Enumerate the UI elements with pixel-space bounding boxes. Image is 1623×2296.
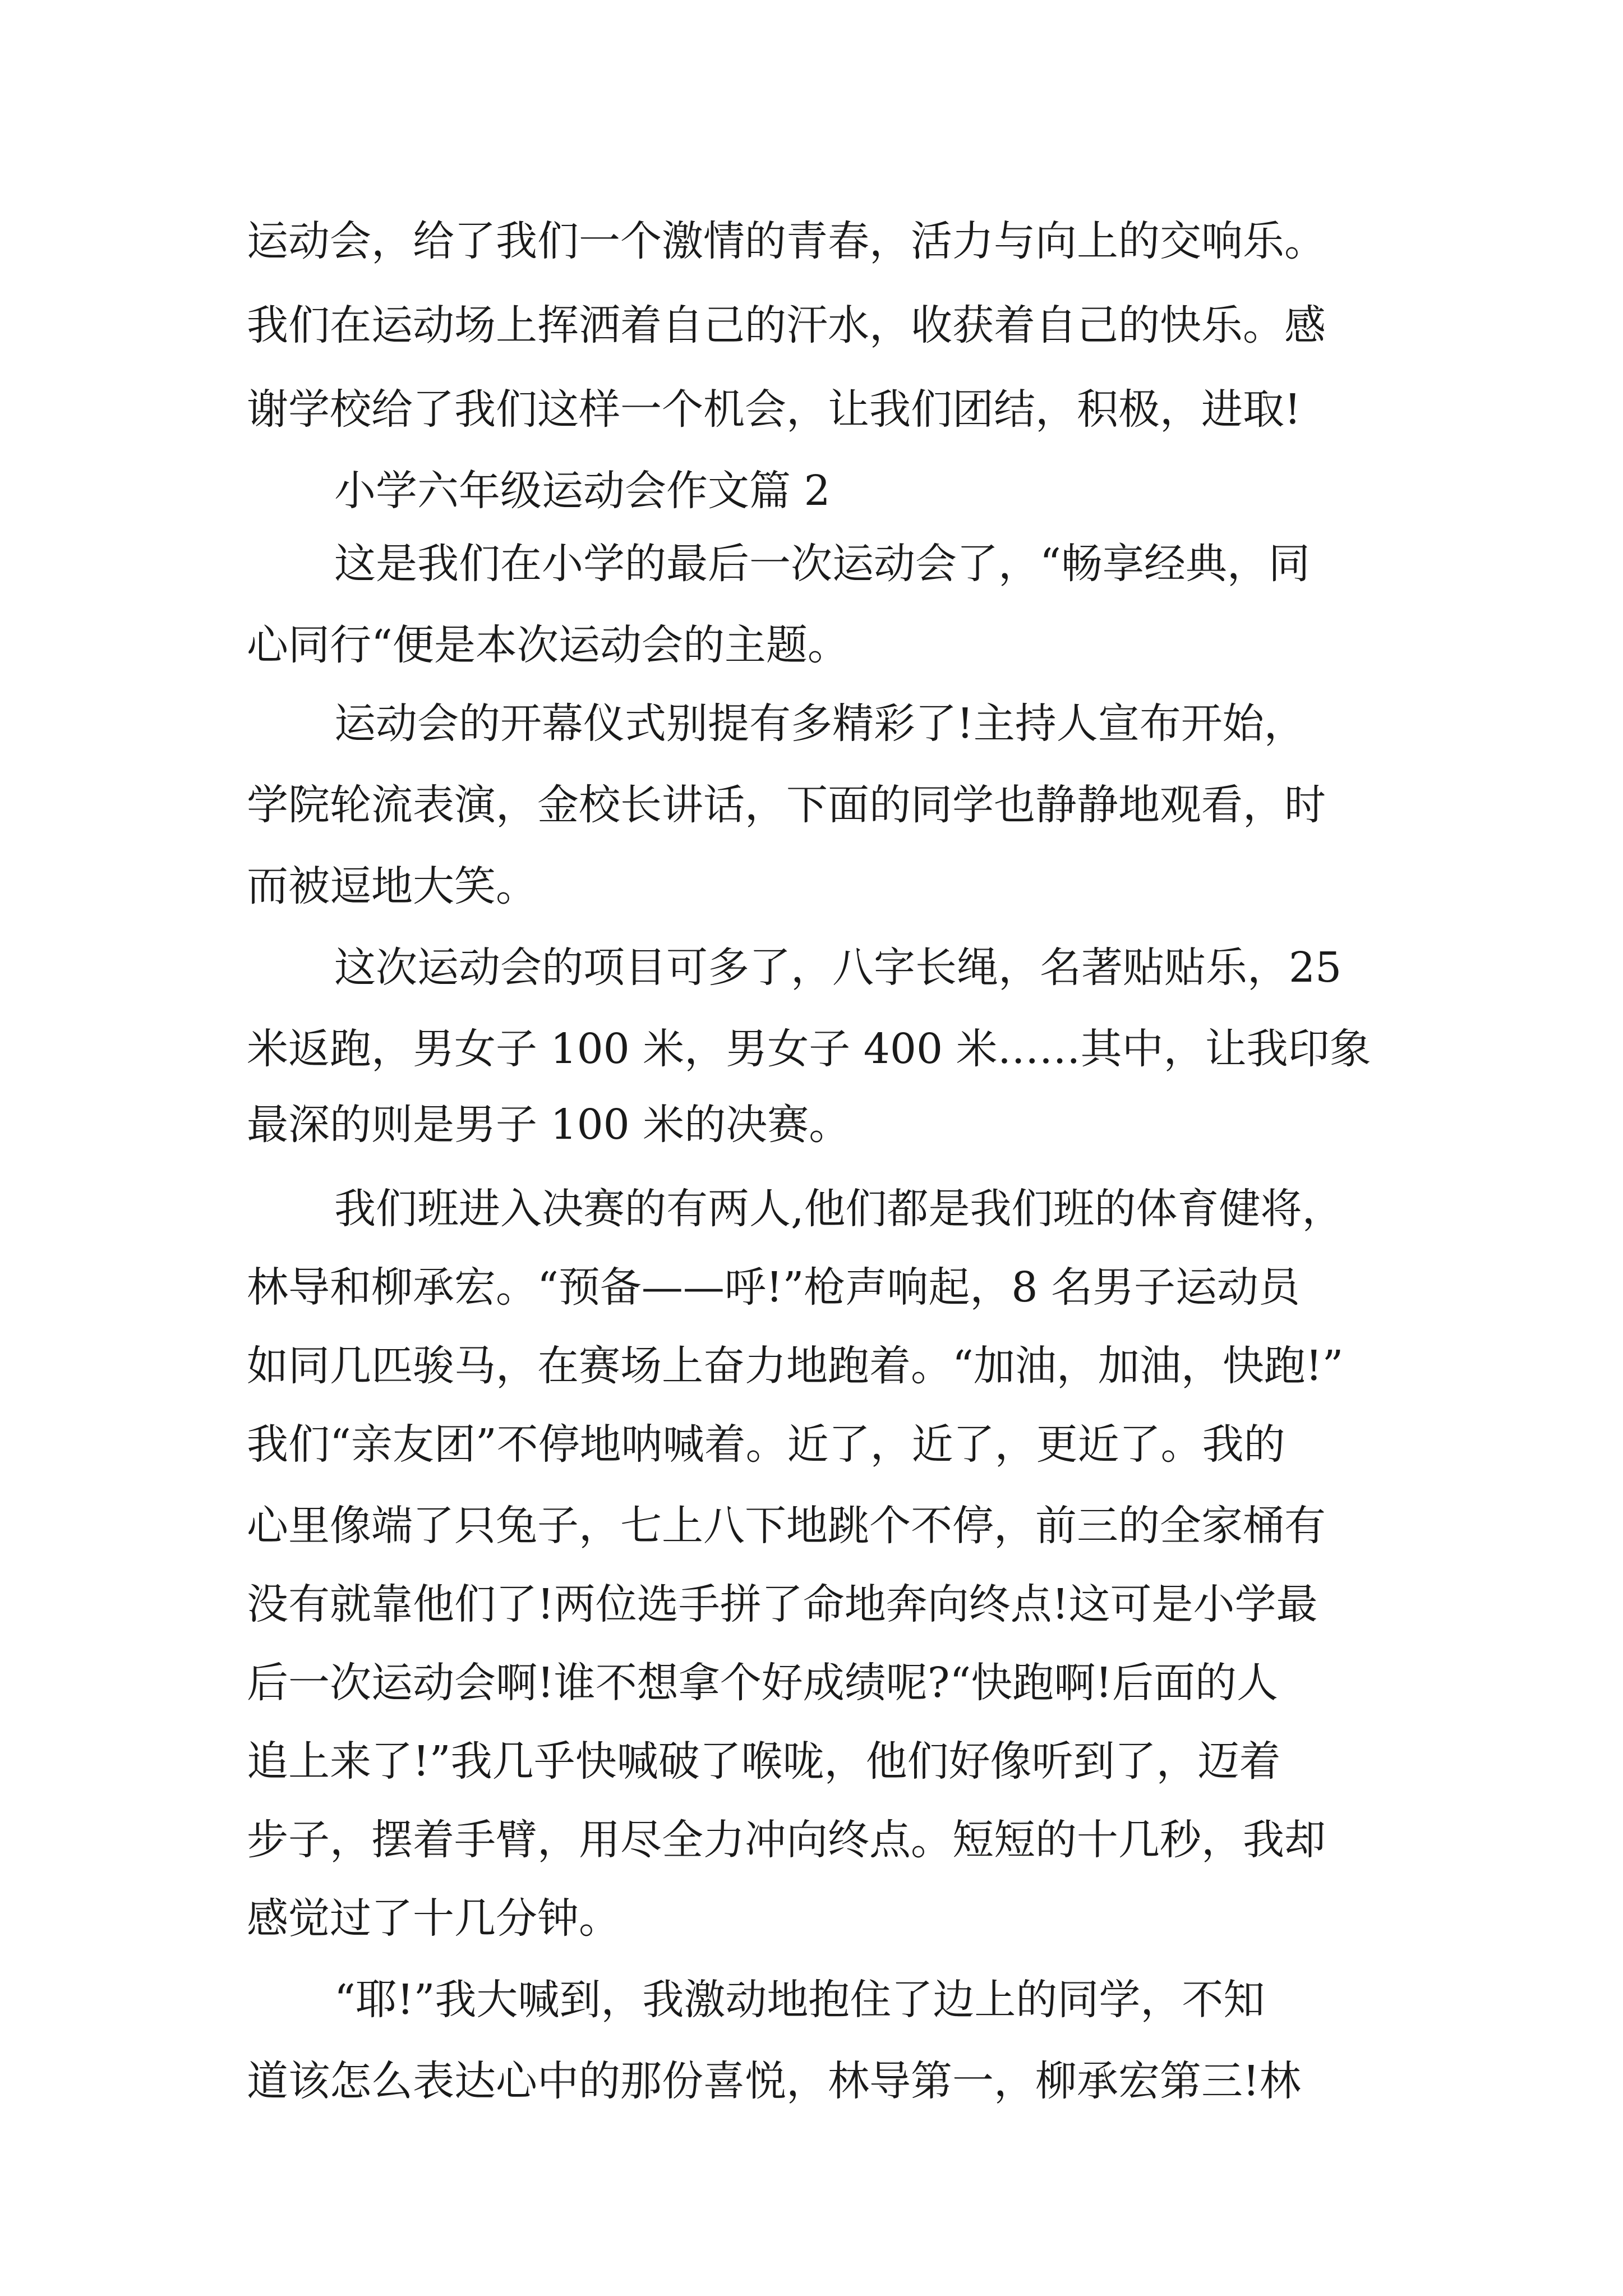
text-line-8: 学院轮流表演，金校长讲话，下面的同学也静静地观看，时 xyxy=(247,781,1326,829)
section-heading: 小学六年级运动会作文篇 2 xyxy=(334,467,831,515)
text-line-22: 感觉过了十几分钟。 xyxy=(247,1894,620,1943)
text-line-9: 而被逗地大笑。 xyxy=(247,862,537,910)
text-line-10: 这次运动会的项目可多了，八字长绳，名著贴贴乐，25 xyxy=(334,944,1342,992)
text-line-14: 林导和柳承宏。“预备——呼!”枪声响起，8 名男子运动员 xyxy=(247,1263,1301,1312)
text-line-13: 我们班进入决赛的有两人,他们都是我们班的体育健将， xyxy=(334,1185,1344,1233)
text-line-1: 运动会，给了我们一个激情的青春，活力与向上的交响乐。 xyxy=(247,217,1326,265)
text-line-20: 追上来了!”我几乎快喊破了喉咙，他们好像听到了，迈着 xyxy=(247,1737,1281,1786)
text-line-6: 心同行“便是本次运动会的主题。 xyxy=(247,621,849,669)
text-line-11: 米返跑，男女子 100 米，男女子 400 米……其中，让我印象 xyxy=(247,1025,1371,1073)
text-line-7: 运动会的开幕仪式别提有多精彩了!主持人宣布开始， xyxy=(334,700,1306,748)
text-line-18: 没有就靠他们了!两位选手拼了命地奔向终点!这可是小学最 xyxy=(247,1580,1318,1628)
text-line-17: 心里像端了只兔子，七上八下地跳个不停，前三的全家桶有 xyxy=(247,1502,1326,1550)
text-line-16: 我们“亲友团”不停地呐喊着。近了，近了，更近了。我的 xyxy=(247,1420,1285,1469)
text-line-15: 如同几匹骏马，在赛场上奋力地跑着。“加油，加油，快跑!” xyxy=(247,1342,1344,1390)
text-line-2: 我们在运动场上挥洒着自己的汗水，收获着自己的快乐。感 xyxy=(247,301,1326,349)
text-line-24: 道该怎么表达心中的那份喜悦，林导第一，柳承宏第三!林 xyxy=(247,2057,1301,2105)
text-line-12: 最深的则是男子 100 米的决赛。 xyxy=(247,1101,851,1149)
text-line-5: 这是我们在小学的最后一次运动会了，“畅享经典，同 xyxy=(334,540,1310,588)
text-line-23: “耶!”我大喊到，我激动地抱住了边上的同学，不知 xyxy=(334,1976,1265,2024)
text-line-3: 谢学校给了我们这样一个机会，让我们团结，积极，进取! xyxy=(247,385,1301,434)
text-line-21: 步子，摆着手臂，用尽全力冲向终点。短短的十几秒，我却 xyxy=(247,1816,1326,1864)
text-line-19: 后一次运动会啊!谁不想拿个好成绩呢?“快跑啊!后面的人 xyxy=(247,1659,1278,1707)
